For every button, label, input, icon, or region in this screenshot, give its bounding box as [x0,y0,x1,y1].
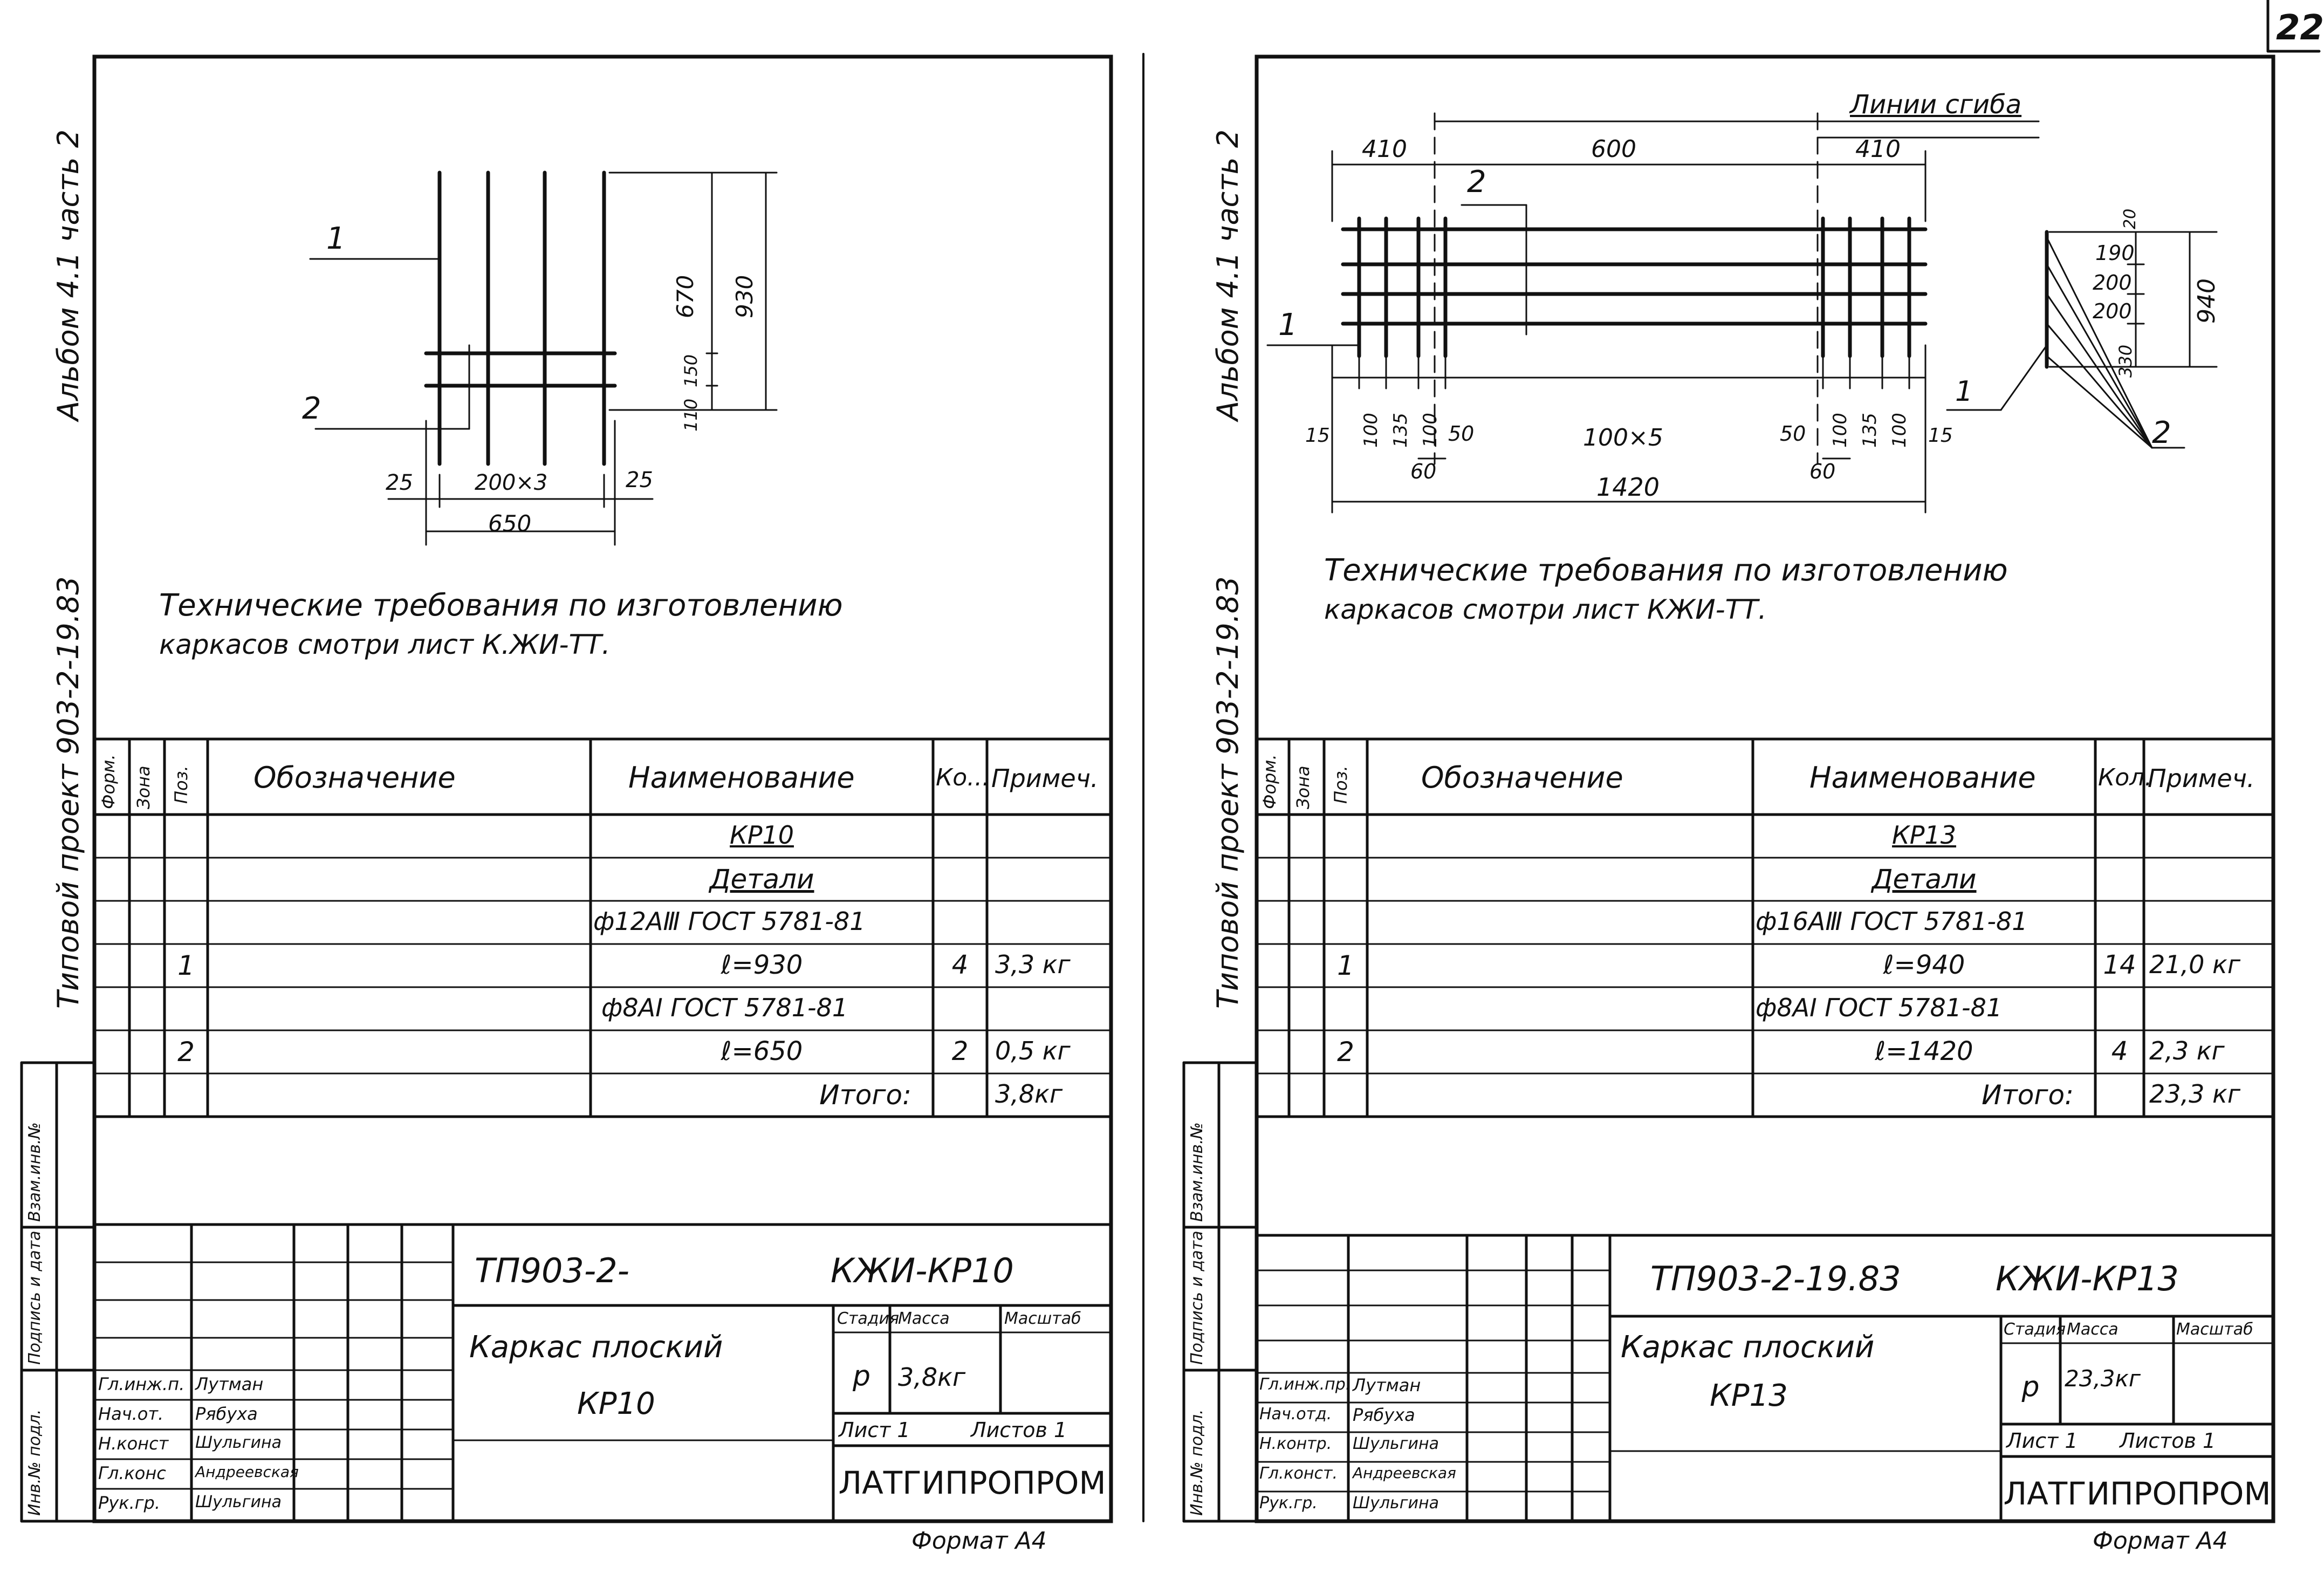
right-label-2b: 2 [2152,415,2171,450]
left-dim-25b: 25 [626,468,653,493]
table-row-note: 21,0 кг [2149,950,2240,979]
page-number: 22 [2276,8,2324,48]
left-role-1: Гл.инж.п. [98,1374,185,1394]
left-dim-930: 930 [731,275,758,318]
right-role-2: Нач.отд. [1259,1405,1332,1424]
left-name-5: Шульгина [195,1493,282,1511]
right-dim-60a: 60 [1410,460,1437,483]
right-role-4: Гл.конст. [1259,1464,1338,1483]
right-dim-60b: 60 [1809,460,1836,483]
table-row-name: ℓ=1420 [1875,1036,1973,1066]
left-name-3: Шульгина [195,1433,282,1452]
right-dim-135b: 135 [1859,413,1881,448]
left-sheets-label: Листов 1 [971,1418,1067,1442]
left-label-2: 2 [302,391,321,426]
right-dim-135a: 135 [1390,413,1411,448]
left-stage-value: р [852,1360,870,1392]
right-dim-50b: 50 [1780,422,1806,446]
table-row-name: Детали [709,864,814,895]
left-header-note: Примеч. [991,764,1099,793]
left-header-zone: Зона [133,765,154,809]
right-dim-100a: 100 [1360,413,1382,448]
right-name-5: Шульгина [1353,1494,1439,1513]
left-scale-label: Масштаб [1004,1309,1081,1328]
right-side-title: Альбом 4.1 часть 2 [1211,129,1245,421]
table-row-qty: 14 [2103,950,2136,980]
right-dim-100b: 100 [1420,413,1441,448]
table-row-name: ℓ=650 [721,1036,803,1066]
table-row-note: 0,5 кг [995,1036,1071,1065]
left-stage-label: Стадия [837,1309,900,1328]
right-header-zone: Зона [1293,765,1313,809]
table-row-name: КР10 [730,820,794,850]
left-dim-110: 110 [681,398,701,432]
left-dim-150: 150 [681,354,701,387]
table-row-pos: 1 [177,950,195,981]
right-dim-100c: 100 [1829,413,1851,448]
left-stamp-replace: Взам.инв.№ [25,1122,44,1222]
table-row-note: 23,3 кг [2149,1079,2240,1109]
table-row-pos: 2 [1337,1036,1354,1068]
right-dim-410a: 410 [1362,135,1407,163]
right-name-4: Андреевская [1353,1464,1456,1482]
right-bend-lines: Линии сгиба [1850,90,2022,120]
right-side-project: Типовой проект 903-2-19.83 [1211,576,1245,1009]
table-row-name: ф8АⅠ ГОСТ 5781-81 [601,993,848,1022]
left-role-4: Гл.конс [98,1463,166,1483]
right-dim-330: 330 [2115,344,2136,378]
right-format: Формат А4 [2093,1527,2228,1555]
right-header-pos: Поз. [1331,765,1351,804]
right-item-mark: КР13 [1710,1378,1788,1413]
table-row-name: ф8АⅠ ГОСТ 5781-81 [1756,993,2003,1022]
table-row-name: Итого: [1982,1079,2074,1111]
right-label-1: 1 [1278,307,1298,343]
left-label-1: 1 [326,221,346,256]
right-stamp-inv: Инв.№ подл. [1188,1409,1206,1516]
left-dim-670: 670 [672,275,698,318]
left-header-name: Наименование [628,761,855,795]
right-label-1b: 1 [1955,375,1973,408]
right-name-1: Лутман [1353,1375,1421,1396]
table-row-note: 2,3 кг [2149,1036,2225,1065]
left-dim-650: 650 [488,510,532,537]
right-dim-100x5: 100×5 [1583,424,1663,452]
right-org-name: ЛАТГИПРОПРОМ [2003,1475,2271,1512]
left-item-mark: КР10 [577,1386,655,1421]
left-side-project: Типовой проект 903-2-19.83 [51,576,85,1009]
right-dim-600: 600 [1591,135,1636,163]
left-name-2: Рябуха [195,1404,258,1424]
right-dim-50a: 50 [1448,422,1475,446]
left-dim-200x3: 200×3 [475,470,548,495]
right-stage-label: Стадия [2004,1320,2066,1339]
table-row-name: ф12АⅢ ГОСТ 5781-81 [593,907,866,936]
left-dim-25a: 25 [386,470,413,495]
right-stamp-sign: Подпись и дата [1188,1230,1206,1365]
table-row-name: ℓ=940 [1883,950,1965,980]
table-row-note: 3,8кг [995,1079,1063,1109]
left-tech-req-line1: Технические требования по изготовлению [159,588,843,623]
left-role-2: Нач.от. [98,1404,164,1424]
right-role-3: Н.контр. [1259,1434,1332,1453]
left-format: Формат А4 [911,1527,1047,1555]
table-row-qty: 4 [951,950,969,980]
right-header-format: Форм. [1259,754,1280,809]
left-sheet-label: Лист 1 [839,1418,910,1442]
right-dim-940: 940 [2193,278,2220,324]
right-sheets-label: Листов 1 [2120,1429,2216,1453]
right-mass-value: 23,3кг [2065,1365,2141,1392]
left-side-title: Альбом 4.1 часть 2 [51,129,85,421]
left-header-format: Форм. [98,754,119,809]
right-dim-100d: 100 [1889,413,1910,448]
right-dim-200b: 200 [2093,299,2132,323]
right-name-2: Рябуха [1353,1405,1415,1425]
left-name-1: Лутман [195,1374,264,1394]
right-header-name: Наименование [1809,761,2036,795]
right-dim-1420: 1420 [1596,473,1660,502]
table-row-qty: 2 [951,1036,969,1066]
left-sheet-code: КЖИ-КР10 [831,1251,1014,1290]
right-dim-15: 15 [1305,425,1330,447]
left-doc-code: ТП903-2- [475,1251,630,1290]
left-org-name: ЛАТГИПРОПРОМ [838,1465,1106,1501]
table-row-name: Детали [1871,864,1977,895]
right-scale-label: Масштаб [2176,1320,2253,1339]
left-stamp-inv: Инв.№ подл. [25,1409,44,1516]
table-row-qty: 4 [2111,1036,2128,1066]
right-dim-200a: 200 [2093,271,2132,295]
right-tech-req-line2: каркасов смотри лист КЖИ-ТТ. [1324,594,1767,625]
right-doc-code: ТП903-2-19.83 [1650,1259,1901,1298]
right-stamp-replace: Взам.инв.№ [1188,1122,1206,1222]
right-header-qty: Кол. [2098,764,2152,791]
right-stage-value: р [2021,1371,2040,1403]
left-item-name: Каркас плоский [469,1330,723,1365]
right-dim-15b: 15 [1928,425,1953,447]
left-header-designation: Обозначение [253,761,456,795]
right-sheet-label: Лист 1 [2006,1429,2078,1453]
left-stamp-sign: Подпись и дата [25,1230,44,1365]
table-row-name: Итого: [819,1079,911,1111]
right-mass-label: Масса [2067,1320,2119,1339]
left-tech-req-line2: каркасов смотри лист К.ЖИ-ТТ. [159,629,611,660]
right-dim-410b: 410 [1855,135,1901,163]
left-role-5: Рук.гр. [98,1493,161,1513]
right-header-designation: Обозначение [1421,761,1623,795]
right-item-name: Каркас плоский [1621,1330,1875,1365]
right-label-2a: 2 [1467,165,1486,200]
table-row-pos: 1 [1337,950,1354,981]
table-row-name: ℓ=930 [721,950,803,980]
table-row-note: 3,3 кг [995,950,1071,979]
right-sheet-code: КЖИ-КР13 [1996,1259,2179,1298]
right-dim-20: 20 [2121,208,2140,229]
table-row-name: ф16АⅢ ГОСТ 5781-81 [1756,907,2028,936]
left-mass-value: 3,8кг [898,1363,966,1392]
right-dim-190: 190 [2095,241,2135,265]
right-role-1: Гл.инж.пр. [1259,1375,1351,1394]
right-name-3: Шульгина [1353,1434,1439,1453]
table-row-name: КР13 [1892,820,1956,850]
left-name-4: Андреевская [195,1463,299,1481]
table-row-pos: 2 [177,1036,195,1068]
left-role-3: Н.конст [98,1433,169,1454]
right-header-note: Примеч. [2148,764,2255,793]
left-mass-label: Масса [898,1309,950,1328]
right-tech-req-line1: Технические требования по изготовлению [1324,553,2008,588]
left-header-qty: Ко... [936,764,990,791]
left-header-pos: Поз. [171,765,191,804]
right-role-5: Рук.гр. [1259,1494,1318,1513]
